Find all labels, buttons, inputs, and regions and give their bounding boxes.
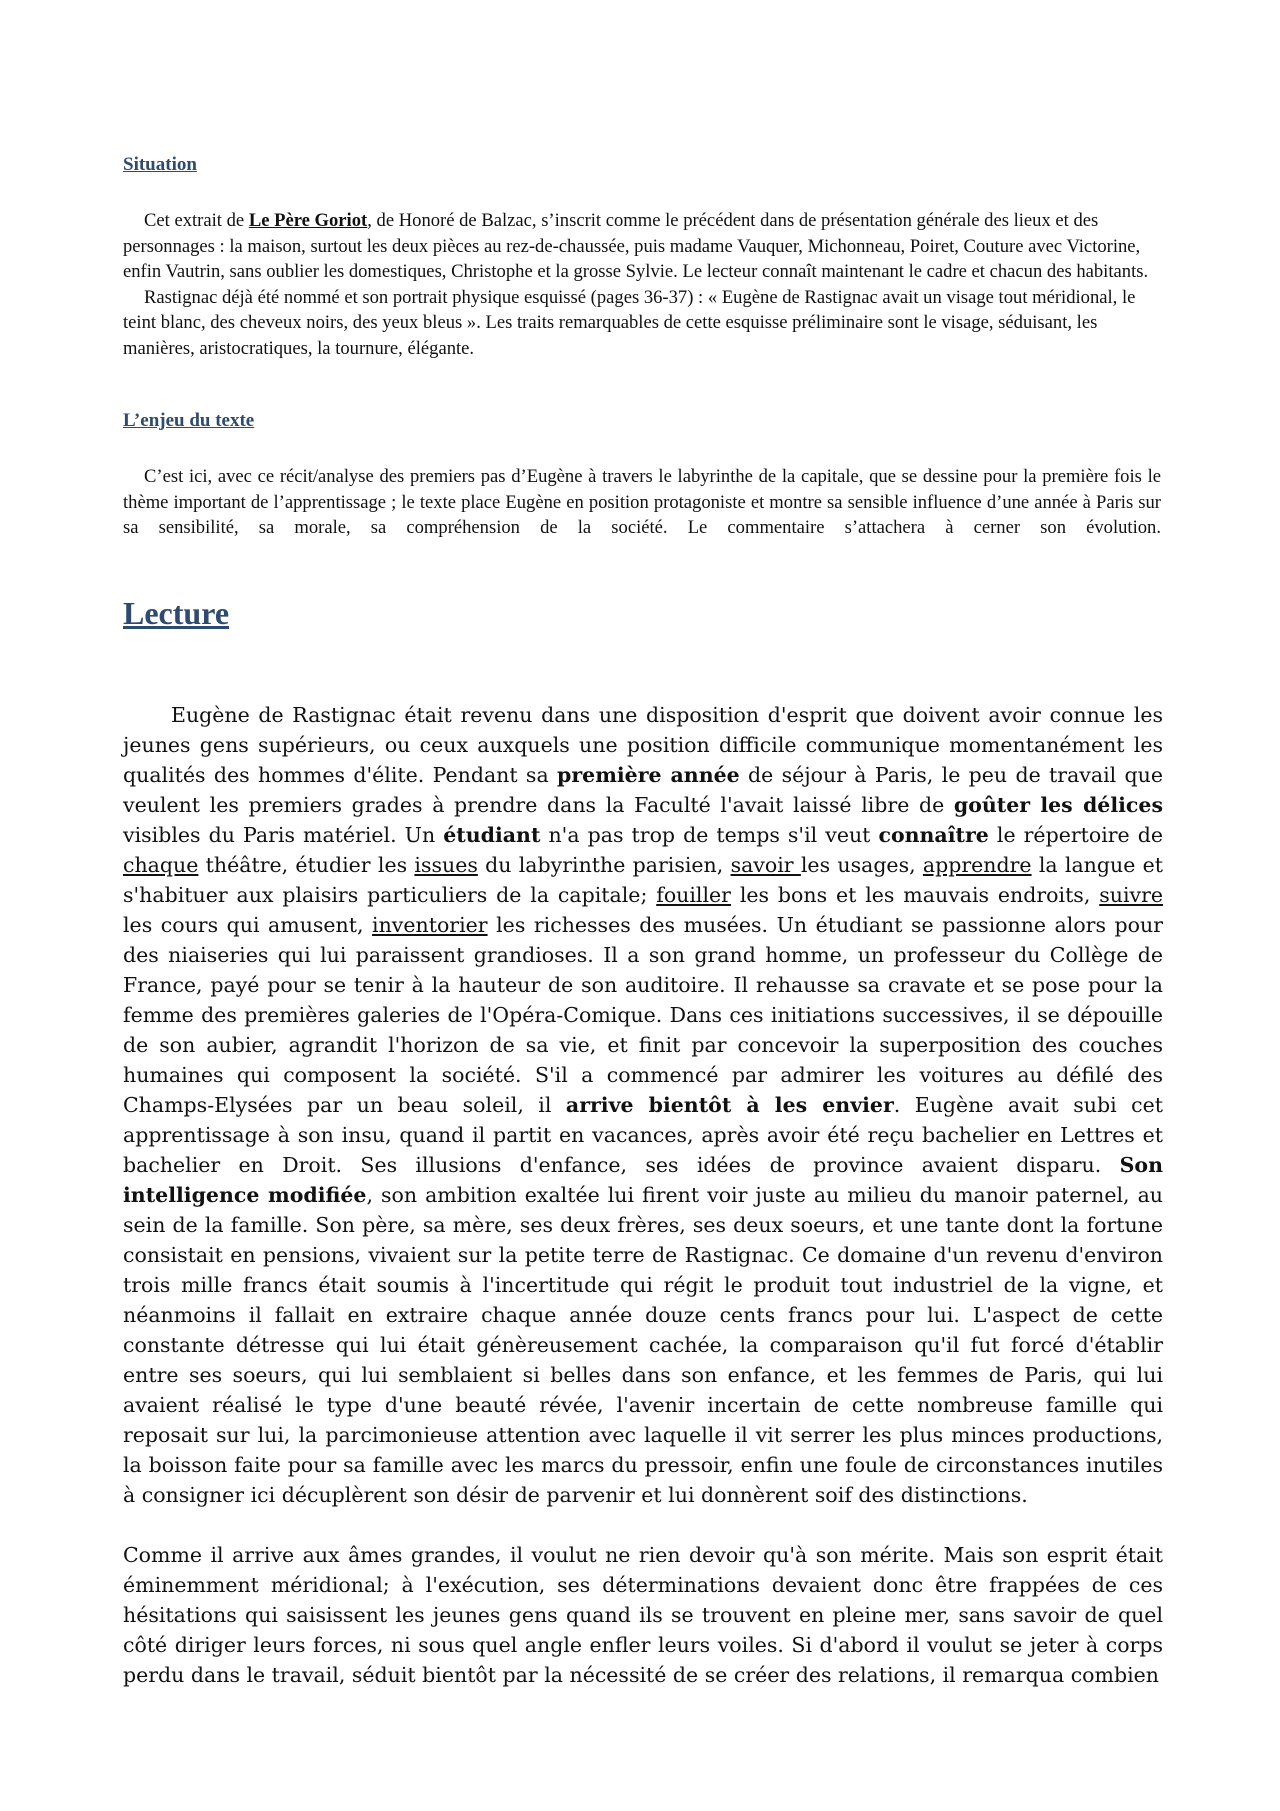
lecture-paragraph-1 bbox=[123, 700, 1163, 1510]
underlined-word: fouiller bbox=[656, 883, 731, 907]
underlined-word: issues bbox=[414, 853, 478, 877]
text-run: visibles du Paris matériel. Un bbox=[123, 823, 444, 847]
intro-block bbox=[123, 208, 1161, 361]
lecture-excerpt bbox=[123, 700, 1163, 1690]
text-run: les richesses des musées. Un étudiant se passionne alors pour des niaiseries qui lui paraissent grandioses. Il a son grand homme, un professeur du Collège de France, payé pour se tenir à la hauteur de son auditoire. Il rehausse sa cravate et se pose pour la femme des premières galeries de l'Opéra-Comique. Dans ces initiations successives, il se dépouille de son aubier, agrandit l'horizon de sa vie, et finit par concevoir la superposition des couches humaines qui composent la société. S'il a commencé par admirer les voitures au défilé des Champs-Elysées par un beau soleil, il bbox=[123, 913, 1163, 1117]
lecture-paragraph-2: Comme il arrive aux âmes grandes, il voulut ne rien devoir qu'à son mérite. Mais son esprit était éminemment méridional; à l'exécution, ses déterminations devaient donc être frappées de ces hésitations qui saisissent les jeunes gens quand ils se trouvent en pleine mer, sans savoir de quel côté diriger leurs forces, ni sous quel angle enfler leurs voiles. Si d'abord il voulut se jeter à corps perdu dans le travail, séduit bientôt par la nécessité de se créer des relations, il remarqua combien bbox=[123, 1543, 1163, 1687]
text-run: la langue et s'habituer aux plaisirs particuliers de la capitale; bbox=[123, 853, 1163, 907]
emphasis: première année bbox=[557, 763, 740, 787]
underlined-word: suivre bbox=[1099, 883, 1164, 907]
section-heading-situation: Situation bbox=[123, 154, 197, 175]
emphasis: connaître bbox=[878, 823, 989, 847]
section-heading-enjeu: L’enjeu du texte bbox=[123, 410, 255, 431]
lecture-heading: Lecture bbox=[123, 595, 230, 631]
text-run: les bons et les mauvais endroits, bbox=[730, 883, 1100, 907]
intro-paragraph-1 bbox=[123, 208, 1161, 285]
emphasis: étudiant bbox=[443, 823, 541, 847]
text-run: Eugène de Rastignac était revenu dans une disposition d'esprit que doivent avoir connue les jeunes gens supérieurs, ou ceux auxquels une position difficile communique momentanément les qualités des hommes d'élite. Pendant sa bbox=[123, 703, 1163, 787]
text-run: les cours qui amusent, bbox=[123, 913, 373, 937]
intro-text: Cet extrait de bbox=[144, 210, 249, 231]
underlined-word: chaque bbox=[123, 853, 199, 877]
emphasis: goûter les délices bbox=[953, 793, 1163, 817]
intro-paragraph-2: Rastignac déjà été nommé et son portrait physique esquissé (pages 36-37) : « Eugène de Rastignac avait un visage tout méridional, le teint blanc, des cheveux noirs, des yeux bleus ». Les traits remarquables de cette esquisse préliminaire sont le visage, séduisant, les manières, aristocratiques, la tournure, élégante. bbox=[123, 286, 1136, 359]
enjeu-block bbox=[123, 464, 1161, 541]
text-run: le répertoire de bbox=[988, 823, 1164, 847]
text-run: les usages, bbox=[800, 853, 923, 877]
underlined-word: savoir bbox=[730, 853, 801, 877]
text-run: de séjour à Paris, le peu de travail que veulent les premiers grades à prendre dans la Faculté l'avait laissé libre de bbox=[123, 763, 1164, 817]
text-run: , son ambition exaltée lui firent voir juste au milieu du manoir paternel, au sein de la famille. Son père, sa mère, ses deux frères, ses deux soeurs, et une tante dont la fortune consistait en pensions, vivaient sur la petite terre de Rastignac. Ce domaine d'un revenu d'environ trois mille francs était soumis à l'incertitude qui régit le produit tout industriel de la vigne, et néanmoins il fallait en extraire chaque année douze cents francs pour lui. L'aspect de cette constante détresse qui lui était génèreusement cachée, la comparaison qu'il fut forcé d'établir entre ses soeurs, qui lui semblaient si belles dans son enfance, et les femmes de Paris, qui lui avaient réalisé le type d'une beauté révée, l'avenir incertain de cette nombreuse famille qui reposait sur lui, la parcimonieuse attention avec laquelle il vit serrer les plus minces productions, la boisson faite pour sa famille avec les marcs du pressoir, enfin une foule de circonstances inutiles à consigner ici décuplèrent son désir de parvenir et lui donnèrent soif des distinctions. bbox=[123, 1183, 1163, 1507]
enjeu-paragraph: C’est ici, avec ce récit/analyse des premiers pas d’Eugène à travers le labyrinthe de la capitale, que se dessine pour la première fois le thème important de l’apprentissage ; le texte place Eugène en position protagoniste et montre sa sensible influence d’une année à Paris sur sa sensibilité, sa morale, sa compréhension de la société. Le commentaire s’attachera à cerner son évolution. bbox=[123, 466, 1161, 538]
book-title: Le Père Goriot bbox=[248, 210, 368, 231]
underlined-word: apprendre bbox=[922, 853, 1032, 877]
text-run: n'a pas trop de temps s'il veut bbox=[540, 823, 879, 847]
emphasis: arrive bientôt à les envier bbox=[565, 1093, 894, 1117]
underlined-word: inventorier bbox=[372, 913, 488, 937]
text-run: théâtre, étudier les bbox=[198, 853, 415, 877]
text-run: du labyrinthe parisien, bbox=[477, 853, 731, 877]
intro-text: , de Honoré de Balzac, s’inscrit comme le précédent dans de présentation générale des lieux et des personnages : la maison, surtout les deux pièces au rez-de-chaussée, puis madame Vauquer, Michonneau, Poiret, Couture avec Victorine, enfin Vautrin, sans oublier les domestiques, Christophe et la grosse Sylvie. Le lecteur connaît maintenant le cadre et chacun des habitants. bbox=[123, 210, 1149, 282]
text-run: . Eugène avait subi cet apprentissage à son insu, quand il partit en vacances, après avoir été reçu bachelier en Lettres et bachelier en Droit. Ses illusions d'enfance, ses idées de province avaient disparu. bbox=[123, 1093, 1163, 1177]
emphasis: Son intelligence modifiée bbox=[123, 1153, 1163, 1207]
